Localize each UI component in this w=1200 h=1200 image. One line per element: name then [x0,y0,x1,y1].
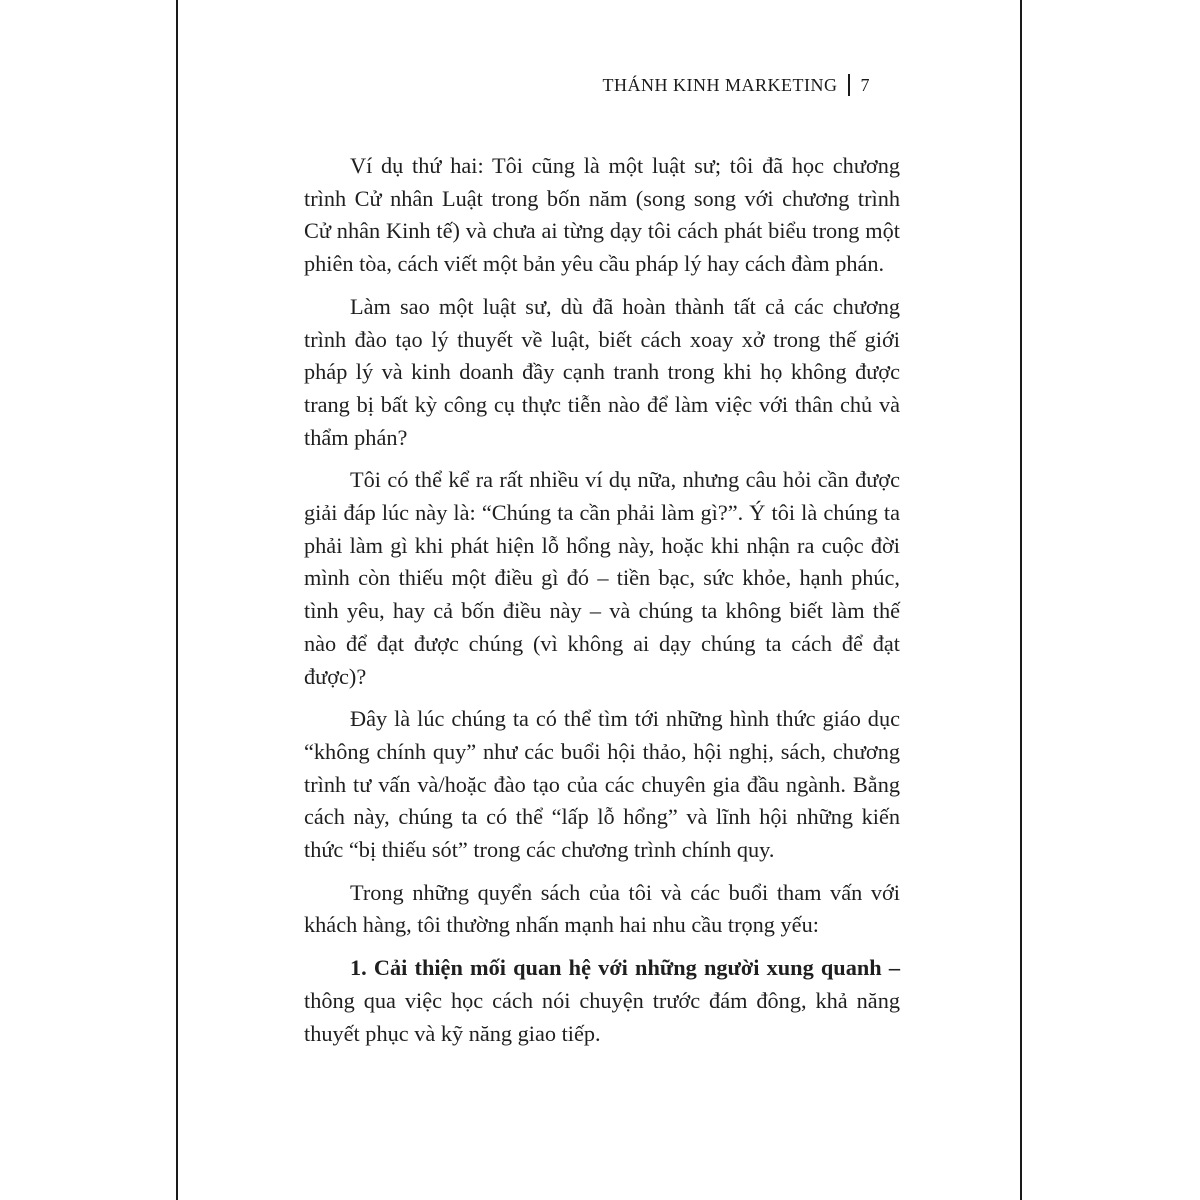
paragraph: Ví dụ thứ hai: Tôi cũng là một luật sư; tôi đã học chương trình Cử nhân Luật trong bốn năm (song song với chương trình Cử nhân Kinh tế) và chưa ai từng dạy tôi cách phát biểu trong một phiên tòa, cách viết một bản yêu cầu pháp lý hay cách đàm phán. [304,153,900,277]
header-separator [848,74,850,96]
list-item-text: thông qua việc học cách nói chuyện trước đám đông, khả năng thuyết phục và kỹ năng giao tiếp. [304,987,900,1046]
list-item [304,952,900,1050]
paragraph: Đây là lúc chúng ta có thể tìm tới những hình thức giáo dục “không chính quy” như các buổi hội thảo, hội nghị, sách, chương trình tư vấn và/hoặc đào tạo của các chuyên gia đầu ngành. Bằng cách này, chúng ta có thể “lấp lỗ hổng” và lĩnh hội những kiến thức “bị thiếu sót” trong các chương trình chính quy. [304,706,900,863]
paragraph: Làm sao một luật sư, dù đã hoàn thành tất cả các chương trình đào tạo lý thuyết về luật, biết cách xoay xở trong thế giới pháp lý và kinh doanh đầy cạnh tranh trong khi họ không được trang bị bất kỳ công cụ thực tiễn nào để làm việc với thân chủ và thẩm phán? [304,293,900,450]
page-number: 7 [860,74,870,95]
running-head [603,74,870,96]
paragraph: Trong những quyển sách của tôi và các buổi tham vấn với khách hàng, tôi thường nhấn mạnh hai nhu cầu trọng yếu: [304,879,900,938]
list-item-heading: 1. Cải thiện mối quan hệ với những người xung quanh – [350,955,900,981]
book-page [176,0,1022,1200]
book-title: THÁNH KINH MARKETING [602,74,838,95]
body-text [304,150,900,1060]
paragraph: Tôi có thể kể ra rất nhiều ví dụ nữa, nhưng câu hỏi cần được giải đáp lúc này là: “Chúng ta cần phải làm gì?”. Ý tôi là chúng ta phải làm gì khi phát hiện lỗ hổng này, hoặc khi nhận ra cuộc đời mình còn thiếu một điều gì đó – tiền bạc, sức khỏe, hạnh phúc, tình yêu, hay cả bốn điều này – và chúng ta không biết làm thế nào để đạt được chúng (vì không ai dạy chúng ta cách để đạt được)? [304,467,900,689]
